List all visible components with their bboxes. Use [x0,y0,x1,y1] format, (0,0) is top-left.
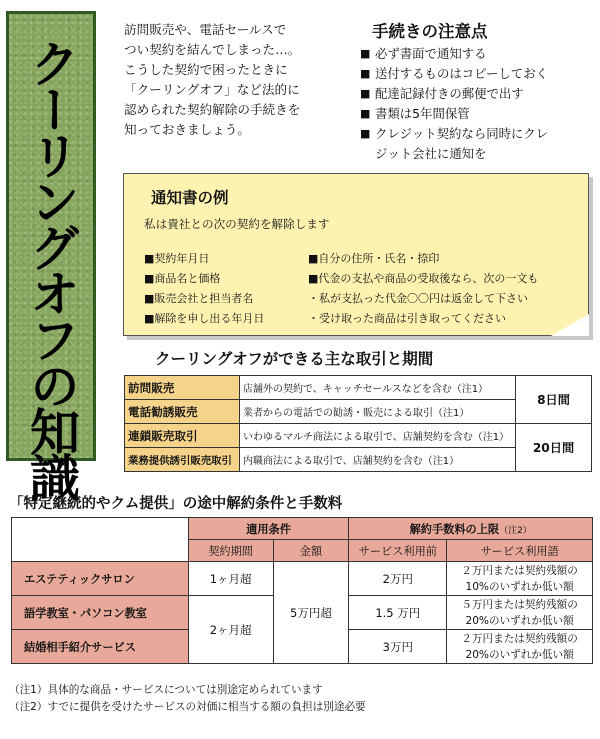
notes-item-text: 書類は5年間保管 [375,106,470,121]
fee-before: 3万円 [349,630,447,664]
table-row [125,424,592,448]
header-blank-cell [12,518,189,562]
contract-amount: 5万円超 [273,562,349,664]
header-fee-note: （注2） [499,525,532,536]
service-name: エステティックサロン [12,562,189,596]
notice-item: ■販売会社と担当者名 [144,292,254,305]
header-conditions: 適用条件 [188,518,349,540]
period-cell: 20日間 [516,424,592,472]
notice-example-box [123,173,589,336]
notice-row [144,288,589,308]
notes-item [360,124,596,164]
square-bullet-icon: ■ [360,107,371,120]
header-fee [349,518,593,540]
notes-item-text: 送付するものはコピーしておく [375,66,548,81]
table-row [12,562,593,596]
notes-item [360,44,596,64]
period-cell: 8日間 [516,376,592,424]
page-title: クーリングオフの知識 [22,38,81,498]
header-amount: 金額 [273,540,349,562]
notice-item: ■商品名と価格 [144,272,221,285]
notice-row [144,248,589,268]
notice-row [144,268,589,288]
notes-item [360,64,596,84]
footnote: （注2）すでに提供を受けたサービスの対価に相当する額の負担は別途必要 [9,701,366,713]
fee-before: 1.5 万円 [349,596,447,630]
square-bullet-icon: ■ [360,87,371,100]
notes-list [360,44,596,164]
transaction-desc: 業者からの電話での勧誘・販売による取引（注1） [240,400,516,424]
intro-paragraph: 訪問販売や、電話セールスで つい契約を結んでしまった…。 こうした契約で困ったときに 「クーリングオフ」など法的に 認められた契約解除の手続きを 知っておきましょう。 [124,22,301,137]
square-bullet-icon: ■ [360,47,371,60]
transactions-table [124,375,592,472]
fee-after: ５万円または契約残額の 20%のいずれか低い額 [447,596,593,630]
table-row [125,376,592,400]
notice-subtitle: 私は貴社との次の契約を解除します [144,217,330,231]
cancellation-title: 「特定継続的やクム提供」の途中解約条件と手数料 [9,496,343,512]
notice-row [144,308,589,328]
footnote: （注1）具体的な商品・サービスについては別途定められています [9,684,323,696]
title-panel [6,11,96,498]
transaction-name: 訪問販売 [125,376,240,400]
notice-item: ■契約年月日 [144,252,210,265]
notes-item [360,104,596,124]
notice-items [144,248,589,328]
notice-title: 通知書の例 [151,189,229,207]
contract-period: 1ヶ月超 [188,562,273,596]
header-period: 契約期間 [188,540,273,562]
header-after: サービス利用語 [447,540,593,562]
notice-item: ■代金の支払や商品の受取後なら、次の一文も [308,272,539,285]
notes-item-text: クレジット契約なら同時にクレ ジット会社に通知を [375,126,549,161]
fee-after: ２万円または契約残額の 20%のいずれか低い額 [447,630,593,664]
notes-item-text: 必ず書面で通知する [375,46,487,61]
notes-item-text: 配達記録付きの郵便で出す [375,86,524,101]
square-bullet-icon: ■ [360,67,371,80]
notice-item: ・受け取った商品は引き取ってください [308,312,506,325]
square-bullet-icon: ■ [360,127,371,140]
transaction-name: 連鎖販売取引 [125,424,240,448]
fee-after: ２万円または契約残額の 10%のいずれか低い額 [447,562,593,596]
header-fee-label: 解約手数料の上限 [409,522,500,536]
cancellation-table [11,517,593,664]
table-header-row [12,518,593,540]
service-name: 語学教室・パソコン教室 [12,596,189,630]
transaction-name: 電話勧誘販売 [125,400,240,424]
notes-item [360,84,596,104]
transaction-desc: 内職商法による取引で、店舗契約を含む（注1） [240,448,516,472]
notice-item: ・私が支払った代金〇〇円は返金して下さい [308,292,528,305]
transactions-title: クーリングオフができる主な取引と期間 [155,350,434,368]
header-before: サービス利用前 [349,540,447,562]
fee-before: 2万円 [349,562,447,596]
contract-period: 2ヶ月超 [188,596,273,664]
notice-item: ■自分の住所・氏名・捺印 [308,252,440,265]
transaction-desc: いわゆるマルチ商法による取引で、店舗契約を含む（注1） [240,424,516,448]
service-name: 結婚相手紹介サービス [12,630,189,664]
footnotes [9,682,366,716]
notice-item: ■解除を申し出る年月日 [144,312,265,325]
transaction-name: 業務提供誘引販売取引 [125,448,240,472]
transaction-desc: 店舗外の契約で、キャッチセールスなどを含む（注1） [240,376,516,400]
notes-title: 手続きの注意点 [372,22,488,41]
